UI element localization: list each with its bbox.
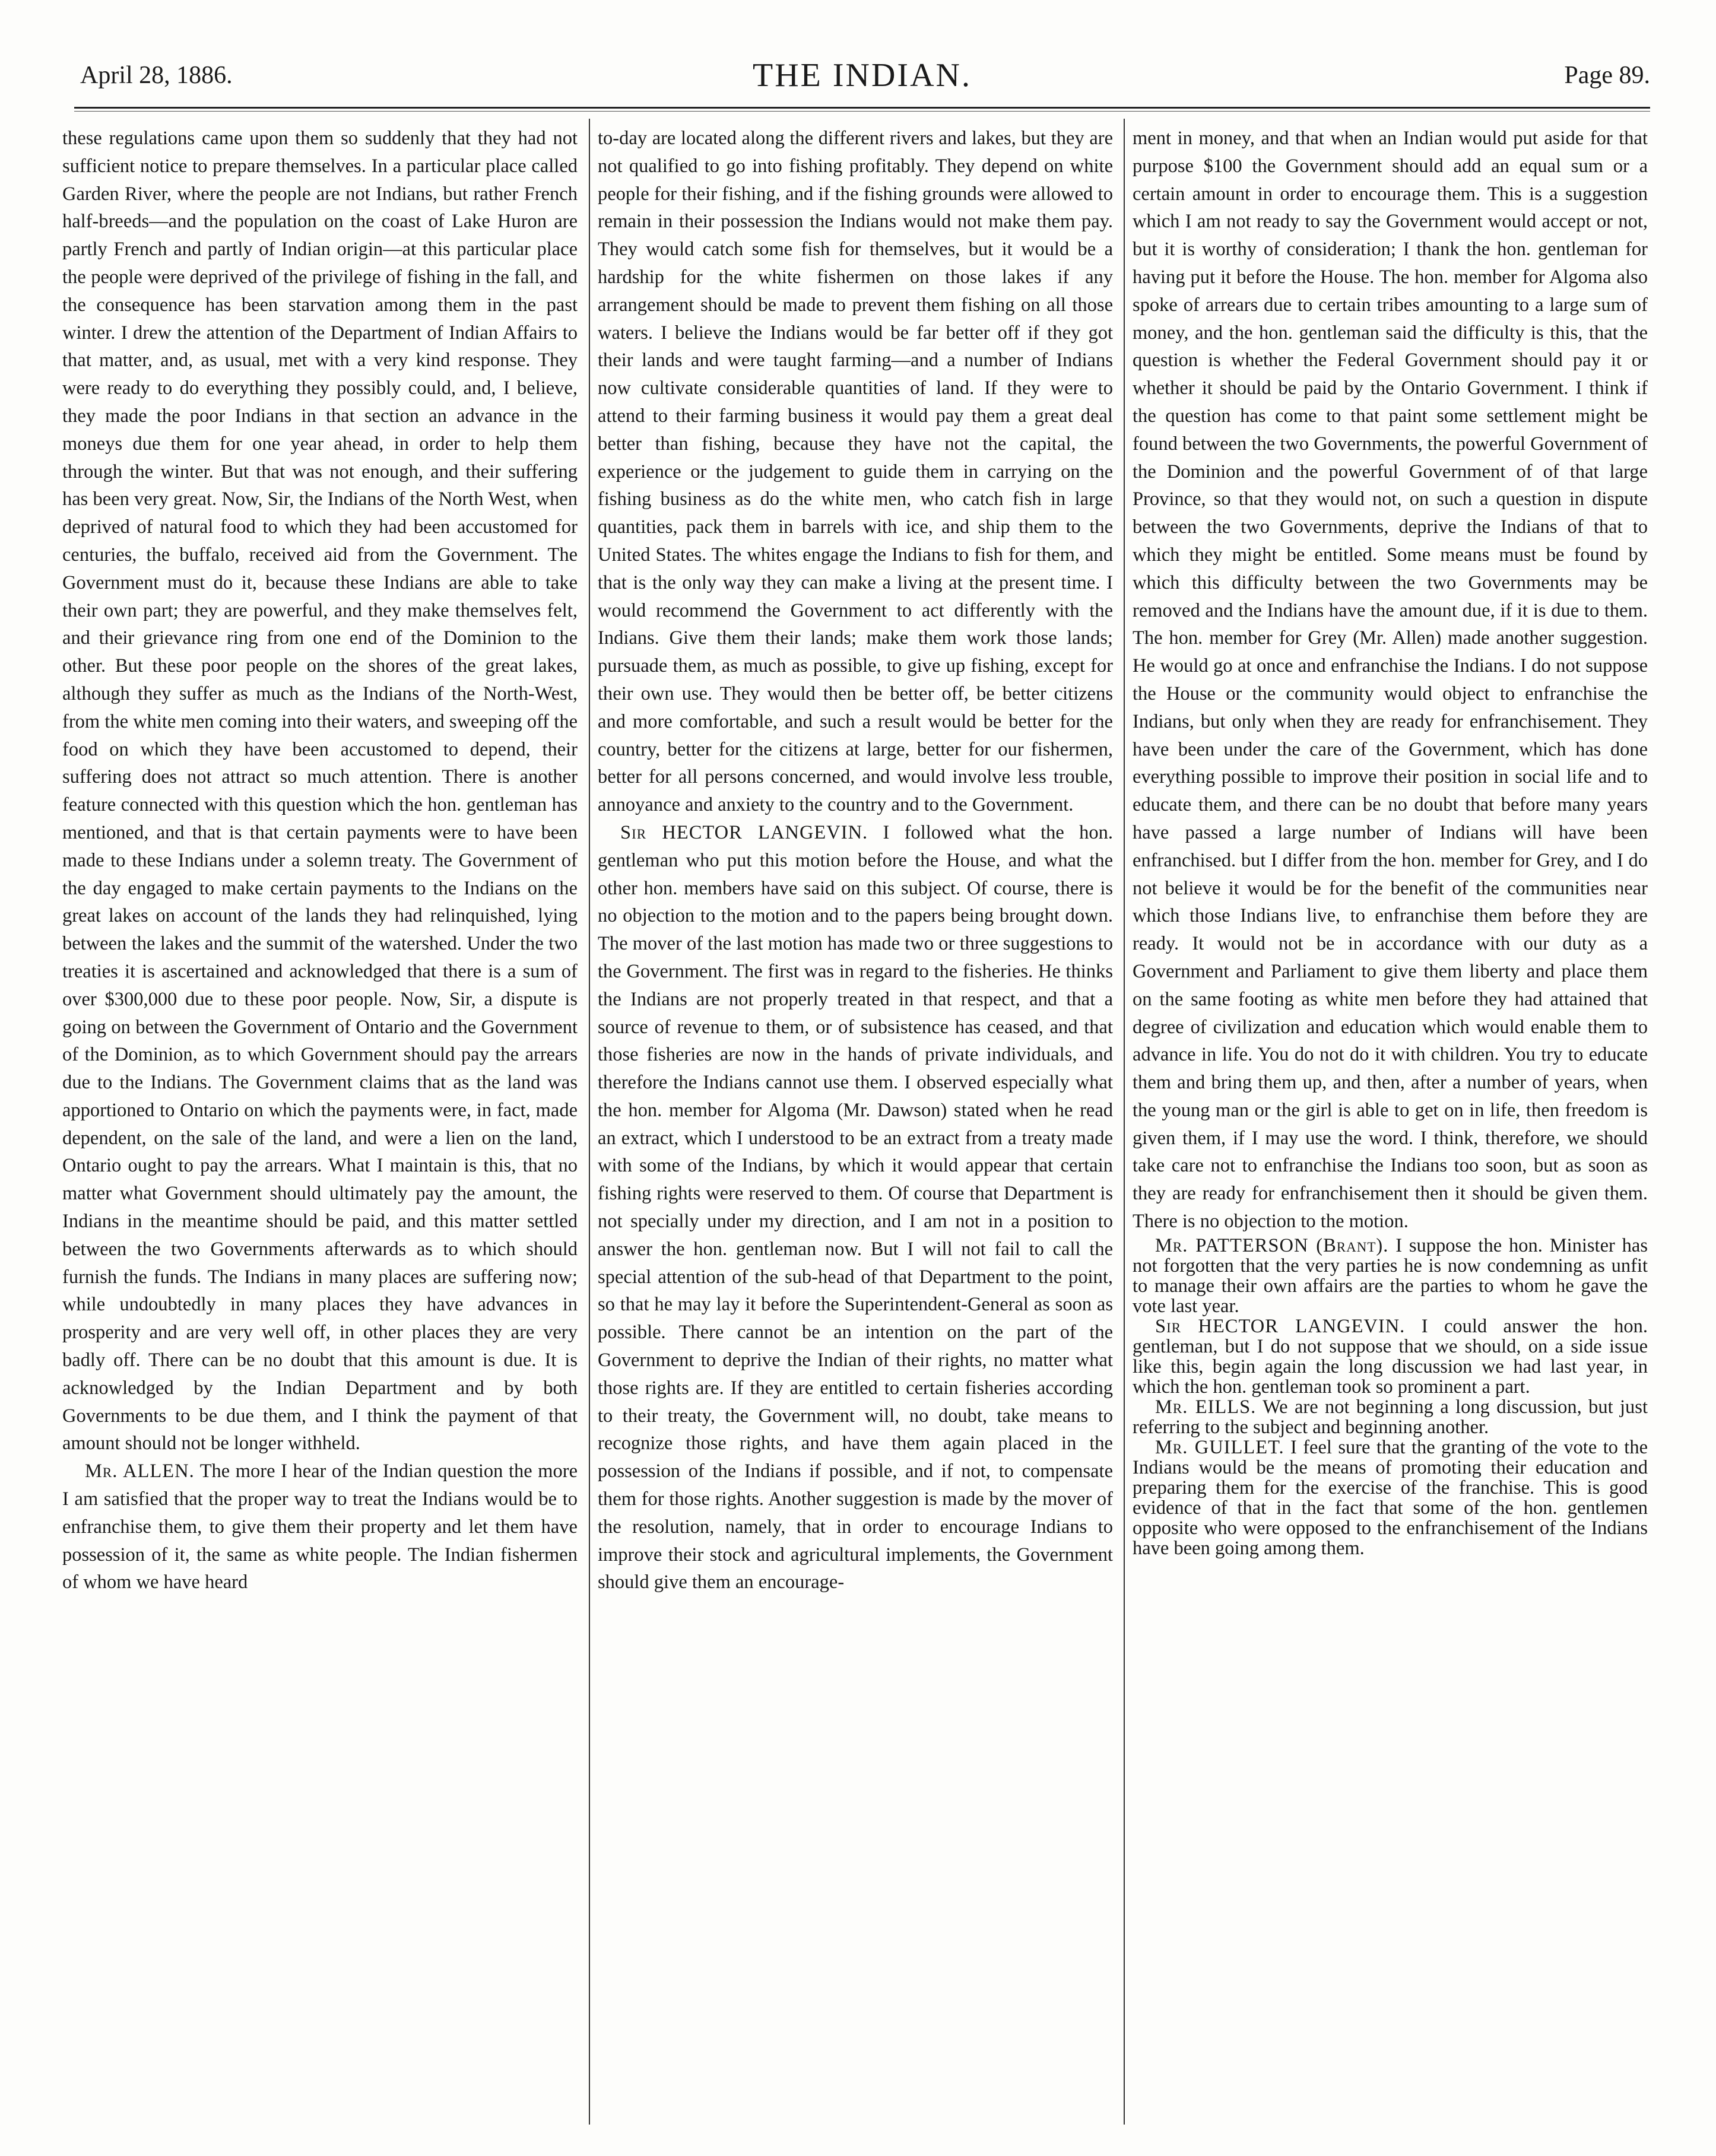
column-2 <box>598 125 1113 2119</box>
paragraph <box>1133 1437 1648 1558</box>
speaker-name: Mr. EILLS. <box>1155 1396 1257 1418</box>
speech-text: I could answer the hon. gentleman, but I do not suppose that we should, on a side issue like this, begin again the long discussion we had last year, in which the hon. gentleman took so prominent a part. <box>1133 1315 1648 1398</box>
speaker-name: Sir HECTOR LANGEVIN. <box>620 821 868 843</box>
speech-text: The more I hear of the Indian question the more I am satisfied that the proper way to treat the Indians would be to enfranchise them, to give them their property and let them have possession of it, the same as white people. The Indian fishermen of whom we have heard <box>62 1460 578 1593</box>
paragraph <box>598 819 1113 1596</box>
paragraph <box>62 1458 578 1596</box>
issue-date: April 28, 1886. <box>80 62 233 89</box>
page-number: Page 89. <box>1564 62 1650 89</box>
speaker-name: Mr. GUILLET. <box>1155 1436 1284 1458</box>
newspaper-title: THE INDIAN. <box>753 57 972 94</box>
paragraph <box>1133 1316 1648 1397</box>
speech-text: I feel sure that the granting of the vote to the Indians would be the means of promoting their education and preparing them for the exercise of the franchise. This is good evidence of that in the fact that some of the hon. gentlemen opposite who were opposed to the enfranchisement of the Indians have been going among them. <box>1133 1436 1648 1559</box>
header-rule-thin <box>74 111 1650 112</box>
speech-text: We are not beginning a long discussion, but just referring to the subject and beginning another. <box>1133 1396 1648 1438</box>
column-divider <box>589 119 590 2125</box>
column-1 <box>62 125 578 2119</box>
column-divider <box>1124 119 1125 2125</box>
speaker-name: Sir HECTOR LANGEVIN. <box>1155 1315 1406 1337</box>
paragraph: to-day are located along the different rivers and lakes, but they are not qualified to go into fishing profitably. They depend on white people for their fishing, and if the fishing grounds were allowed to remain in their possession the Indians would not make them pay. They would catch some fish for themselves, but it would be a hardship for the white fishermen on those lakes if any arrangement should be made to prevent them fishing on all those waters. I believe the Indians would be far better off if they got their lands and were taught farming—and a number of Indians now cultivate considerable quantities of land. If they were to attend to their farming business it would pay them a great deal better than fishing, because they have not the capital, the experience or the judgement to guide them in carrying on the fishing business as do the white men, who catch fish in large quantities, pack them in barrels with ice, and ship them to the United States. The whites engage the Indians to fish for them, and that is the only way they can make a living at the present time. I would recommend the Government to act differently with the Indians. Give them their lands; make them work those lands; pursuade them, as much as possible, to give up fishing, except for their own use. They would then be better off, be better citizens and more comfortable, and such a result would be better for the country, better for the citizens at large, better for our fishermen, better for all persons concerned, and would involve less trouble, annoyance and anxiety to the country and to the Government. <box>598 128 1113 816</box>
paragraph <box>1133 1236 1648 1316</box>
paragraph: ment in money, and that when an Indian would put aside for that purpose $100 the Government should add an equal sum or a certain amount in order to encourage them. This is a suggestion which I am not ready to say the Government would accept or not, but it is worthy of consideration; I thank the hon. gentleman for having put it before the House. The hon. member for Algoma also spoke of arrears due to certain tribes amounting to a large sum of money, and the hon. gentleman said the difficulty is this, that the question is whether the Federal Government should pay it or whether it should be paid by the Ontario Government. I think if the question has come to that paint some settlement might be found between the two Governments, the powerful Government of the Dominion and the powerful Government of of that large Province, so that they would not, on such a question in dispute between the two Governments, deprive the Indians of that to which they might be entitled. Some means must be found by which this difficulty between the two Governments may be removed and the Indians have the amount due, if it is due to them. The hon. member for Grey (Mr. Allen) made another suggestion. He would go at once and enfranchise the Indians. I do not suppose the House or the community would object to enfranchise the Indians, but only when they are ready for enfranchisement. They have been under the care of the Government, which has done everything possible to improve their position in social life and to educate them, and there can be no doubt that before many years have passed a large number of Indians will have been enfranchised. but I differ from the hon. member for Grey, and I do not believe it would be for the benefit of the communities near which those Indians live, to enfranchise them before they are ready. It would not be in accordance with our duty as a Government and Parliament to give them liberty and place them on the same footing as white men before they had attained that degree of civilization and education which would enable them to advance in life. You do not do it with children. You try to educate them and bring them up, and then, after a number of years, when the young man or the girl is able to get on in life, then freedom is given them, if I may use the word. I think, therefore, we should take care not to enfranchise the Indians too soon, but as soon as they are ready for enfranchisement then it should be given them. There is no objection to the motion. <box>1133 128 1648 1233</box>
page-header <box>74 56 1650 104</box>
paragraph: these regulations came upon them so suddenly that they had not sufficient notice to prepare themselves. In a particular place called Garden River, where the people are not Indians, but rather French half-breeds—and the population on the coast of Lake Huron are partly French and partly of Indian origin—at this particular place the people were deprived of the privilege of fishing in the fall, and the consequence has been starvation among them in the past winter. I drew the attention of the Department of Indian Affairs to that matter, and, as usual, met with a very kind response. They were ready to do everything they possibly could, and, I believe, they made the poor Indians in that section an advance in the moneys due them for one year ahead, in order to help them through the winter. But that was not enough, and their suffering has been very great. Now, Sir, the Indians of the North West, when deprived of natural food to which they had been accustomed for centuries, the buffalo, received aid from the Government. The Government must do it, because these Indians are able to take their own part; they are powerful, and they make themselves felt, and their grievance ring from one end of the Dominion to the other. But these poor people on the shores of the great lakes, although they suffer as much as the Indians of the North-West, from the white men coming into their waters, and sweeping off the food on which they have been accustomed to depend, their suffering does not attract so much attention. There is another feature connected with this question which the hon. gentleman has mentioned, and that is that certain payments were to have been made to these Indians under a solemn treaty. The Government of the day engaged to make certain payments to the Indians on the great lakes on account of the lands they had relinquished, lying between the lakes and the summit of the watershed. Under the two treaties it is ascertained and acknowledged that there is a sum of over $300,000 due to these poor people. Now, Sir, a dispute is going on between the Government of Ontario and the Government of the Dominion, as to which Government should pay the arrears due to the Indians. The Government claims that as the land was apportioned to Ontario on which the payments were, in fact, made dependent, on the sale of the land, and were a lien on the land, Ontario ought to pay the arrears. What I maintain is this, that no matter what Government should ultimately pay the amount, the Indians in the meantime should be paid, and this matter settled between the two Governments afterwards as to which should furnish the funds. The Indians in many places are suffering now; while undoubtedly in many places they have advances in prosperity and are very well off, in other places they are very badly off. There can be no doubt that this amount is due. It is acknowledged by the Indian Department and by both Governments to be due them, and I think the payment of that amount should not be longer withheld. <box>62 128 578 1455</box>
speech-text: I suppose the hon. Minister has not forgotten that the very parties he is now condemning as unfit to manage their own affairs are the parties to whom he gave the vote last year. <box>1133 1234 1648 1317</box>
speaker-name: Mr. ALLEN. <box>85 1460 195 1482</box>
speaker-name: Mr. PATTERSON (Brant). <box>1155 1234 1389 1256</box>
paragraph <box>1133 1397 1648 1437</box>
speech-text: I followed what the hon. gentleman who put this motion before the House, and what the other hon. members have said on this subject. Of course, there is no objection to the motion and to the papers being brought down. The mover of the last motion has made two or three suggestions to the Government. The first was in regard to the fisheries. He thinks the Indians are not properly treated in that respect, and that a source of revenue to them, or of subsistence has ceased, and that those fisheries are now in the hands of private individuals, and therefore the Indians cannot use them. I observed especially what the hon. member for Algoma (Mr. Dawson) stated when he read an extract, which I understood to be an extract from a treaty made with some of the Indians, by which it would appear that certain fishing rights were reserved to them. Of course that Department is not specially under my direction, and I am not in a position to answer the hon. gentleman now. But I will not fail to call the special attention of the sub-head of that Department to the point, so that he may lay it before the Superintendent-General as soon as possible. There cannot be an intention on the part of the Government to deprive the Indian of their rights, no matter what those rights are. If they are entitled to certain fisheries according to their treaty, the Government will, no doubt, take means to recognize those rights, and have them again placed in the possession of the Indians if possible, and if not, to compensate them for those rights. Another suggestion is made by the mover of the resolution, namely, that in order to encourage Indians to improve their stock and agricultural implements, the Government should give them an encourage- <box>598 821 1113 1593</box>
column-3 <box>1133 125 1648 2119</box>
header-rule <box>74 107 1650 109</box>
